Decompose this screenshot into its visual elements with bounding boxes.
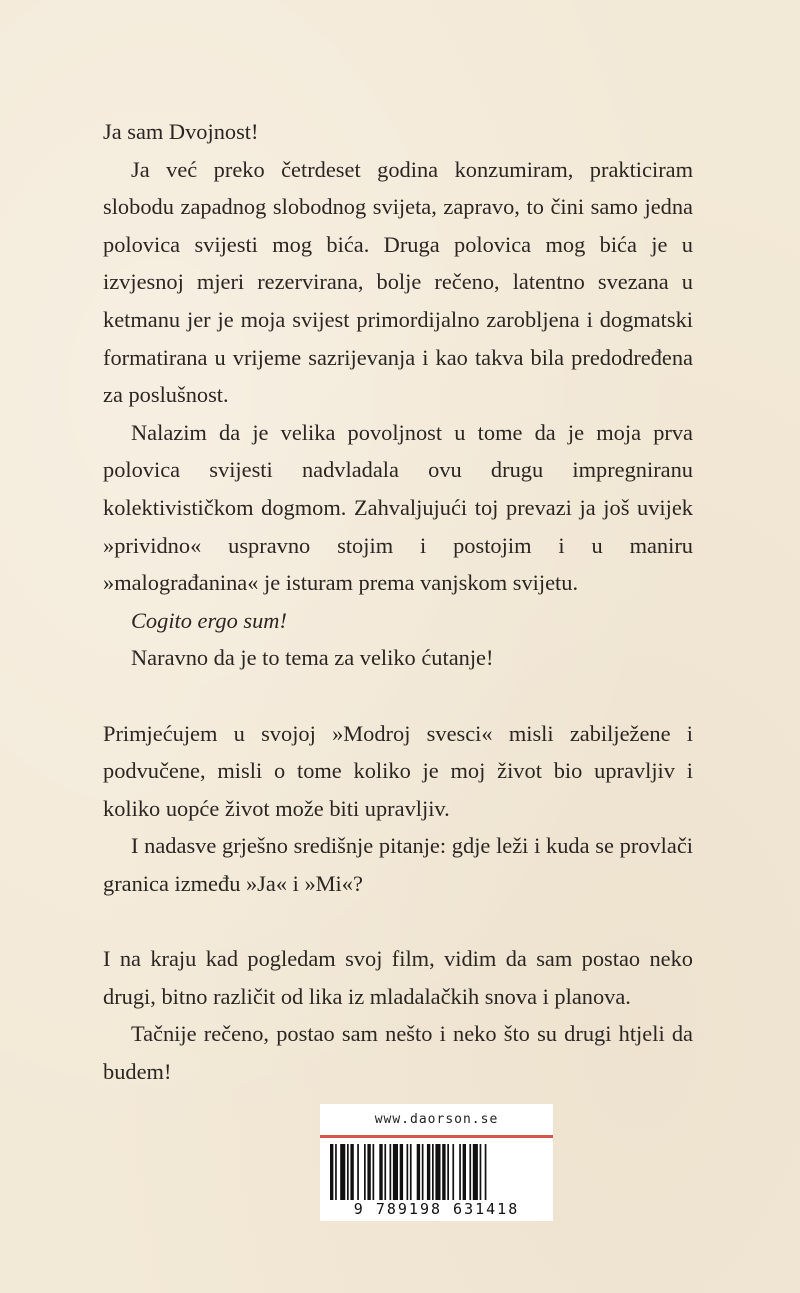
barcode-bar <box>357 1144 359 1200</box>
barcode-bar <box>335 1144 337 1200</box>
barcode-bar <box>379 1144 382 1200</box>
barcode-bar <box>459 1144 461 1200</box>
paragraph-5: Naravno da je to tema za veliko ćutanje! <box>131 645 494 671</box>
paragraph-6: Primjećujem u svojoj »Modroj svesci« misli zabilježene i podvučene, misli o tome koliko je moj život bio upravljiv i koliko uopće život može biti upravljiv. <box>103 720 693 821</box>
publisher-url: www.daorson.se <box>374 1112 499 1127</box>
red-divider <box>320 1135 553 1138</box>
section-gap <box>103 902 693 940</box>
barcode-bar <box>400 1144 403 1200</box>
barcode-bar <box>480 1144 482 1200</box>
barcode-bar <box>485 1144 487 1200</box>
barcode-bar <box>435 1144 440 1200</box>
barcode-bar <box>417 1144 420 1200</box>
barcode-bar <box>473 1144 478 1200</box>
barcode-bar <box>410 1144 412 1200</box>
barcode-bar <box>373 1144 375 1200</box>
barcode-bar <box>422 1144 424 1200</box>
section-gap <box>103 677 693 715</box>
barcode-bar <box>469 1144 471 1200</box>
barcode-bar <box>340 1144 345 1200</box>
barcode-bar <box>393 1144 398 1200</box>
barcode-bar <box>447 1144 449 1200</box>
barcode-bar <box>350 1144 353 1200</box>
isbn-number: 9 789198 631418 <box>353 1200 520 1218</box>
barcode-icon <box>330 1144 543 1200</box>
paragraph-8: I na kraju kad pogledam svoj film, vidim da sam postao neko drugi, bitno različit od lika iz mladalačkih snova i planova. <box>103 946 693 1009</box>
paragraph-4 <box>103 602 693 640</box>
barcode-bar <box>442 1144 445 1200</box>
barcode-bar <box>407 1144 409 1200</box>
barcode-bar <box>330 1144 333 1200</box>
barcode-bar <box>463 1144 466 1200</box>
paragraph-7: I nadasve grješno središnje pitanje: gdje leži i kuda se provlači granica između »Ja« i »Mi«? <box>103 833 693 896</box>
paragraph-1: Ja sam Dvojnost! <box>103 119 259 144</box>
barcode-bar <box>347 1144 349 1200</box>
latin-quote: Cogito ergo sum! <box>131 607 287 633</box>
barcode-bar <box>432 1144 434 1200</box>
barcode-bar <box>452 1144 454 1200</box>
barcode-bar <box>364 1144 366 1200</box>
paragraph-9: Tačnije rečeno, postao sam nešto i neko što su drugi htjeli da budem! <box>103 1021 693 1084</box>
barcode-label <box>320 1104 553 1221</box>
paragraph-3: Nalazim da je velika povoljnost u tome da je moja prva polovica svijesti nadvladala ovu drugu impregniranu kolektivističkom dogmom. Zahvaljujući toj prevazi ja još uvijek »prividno« uspravno stojim i postojim i u maniru »malograđanina« je isturam prema vanjskom svijetu. <box>103 419 693 596</box>
barcode-bar <box>384 1144 386 1200</box>
barcode-bar <box>367 1144 370 1200</box>
paragraph-2: Ja već preko četrdeset godina konzumiram, prakticiram slobodu zapadnog slobodnog svijeta, zapravo, to čini samo jedna polovica svijesti mog bića. Druga polovica mog bića je u izvjesnoj mjeri rezervirana, bolje rečeno, latentno svezana u ketmanu jer je moja svijest primordijalno zarobljena i dogmatski formatirana u vrijeme sazrijevanja i kao takva bila predodređena za poslušnost. <box>103 156 693 408</box>
barcode-bar <box>390 1144 392 1200</box>
body-text <box>103 113 693 1090</box>
barcode-bar <box>427 1144 430 1200</box>
